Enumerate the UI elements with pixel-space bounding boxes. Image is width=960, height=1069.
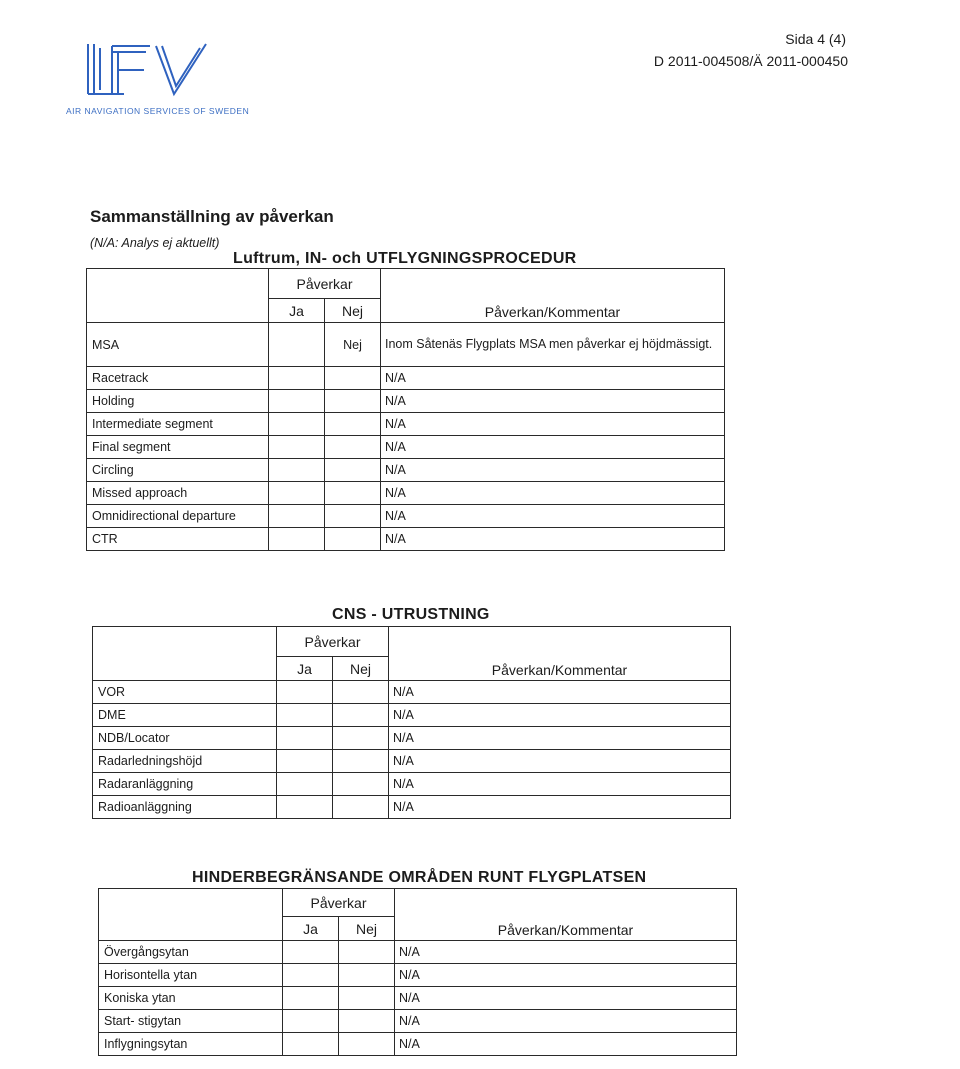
header-affect: Påverkar [283,889,395,917]
table-row [93,796,731,819]
document-title: Sammanställning av påverkan [90,207,334,226]
table-header-row [87,269,725,299]
table-row [87,459,725,482]
row-item: NDB/Locator [93,727,277,750]
row-item: Start- stigytan [99,1010,283,1033]
table-luftrum [86,268,725,551]
row-comment: N/A [395,941,737,964]
row-comment: N/A [381,436,725,459]
row-comment: N/A [381,367,725,390]
row-item: Racetrack [87,367,269,390]
row-nej [339,1010,395,1033]
header-no: Nej [325,299,381,323]
document-number: D 2011-004508/Ä 2011-000450 [653,53,848,69]
header-yes: Ja [277,657,333,681]
header-yes: Ja [283,917,339,941]
row-comment: Inom Såtenäs Flygplats MSA men påverkar ej höjdmässigt. [381,323,725,367]
row-ja [277,750,333,773]
row-comment: N/A [389,750,731,773]
row-comment: N/A [381,528,725,551]
row-item: VOR [93,681,277,704]
row-nej [339,941,395,964]
row-ja [269,390,325,413]
row-ja [277,796,333,819]
section-title-luftrum: Luftrum, IN- och UTFLYGNINGSPROCEDUR [233,250,577,267]
row-comment: N/A [395,1033,737,1056]
row-ja [283,941,339,964]
table-row [87,323,725,367]
row-nej [339,964,395,987]
table-header-row [99,889,737,917]
lfv-logo [66,38,250,116]
row-item: Övergångsytan [99,941,283,964]
row-nej [325,482,381,505]
row-item: MSA [87,323,269,367]
header-comment: Påverkan/Kommentar [381,269,725,323]
row-nej [325,528,381,551]
row-ja [277,727,333,750]
table-row [93,773,731,796]
row-item: CTR [87,528,269,551]
table-row [87,390,725,413]
row-ja [269,482,325,505]
logo-subtitle: AIR NAVIGATION SERVICES OF SWEDEN [66,106,250,116]
row-ja [269,323,325,367]
header-blank-cell [93,627,277,681]
row-comment: N/A [389,681,731,704]
row-item: Omnidirectional departure [87,505,269,528]
row-ja [277,704,333,727]
row-item: Koniska ytan [99,987,283,1010]
table-row [99,964,737,987]
row-item: Inflygningsytan [99,1033,283,1056]
row-nej [339,1033,395,1056]
table-row [87,482,725,505]
row-ja [269,459,325,482]
row-comment: N/A [395,987,737,1010]
table-row [87,367,725,390]
table-header-row [93,627,731,657]
row-nej [325,505,381,528]
row-ja [277,681,333,704]
row-nej [333,796,389,819]
row-nej [325,413,381,436]
header-affect: Påverkar [277,627,389,657]
row-comment: N/A [395,1010,737,1033]
row-ja [269,367,325,390]
row-comment: N/A [381,482,725,505]
table-row [93,681,731,704]
row-nej [333,704,389,727]
table-hinder [98,888,737,1056]
row-ja [269,436,325,459]
row-comment: N/A [389,727,731,750]
row-ja [269,505,325,528]
header-blank-cell [99,889,283,941]
header-affect: Påverkar [269,269,381,299]
row-nej: Nej [325,323,381,367]
row-ja [283,964,339,987]
page-number: Sida 4 (4) [785,31,846,47]
row-nej [333,681,389,704]
row-ja [283,987,339,1010]
table-row [87,436,725,459]
table-row [99,1033,737,1056]
row-comment: N/A [381,505,725,528]
row-nej [333,773,389,796]
table-row [93,727,731,750]
row-nej [325,459,381,482]
document-note: (N/A: Analys ej aktuellt) [90,236,220,250]
row-item: Horisontella ytan [99,964,283,987]
row-ja [283,1033,339,1056]
table-row [93,704,731,727]
header-blank-cell [87,269,269,323]
table-row [87,528,725,551]
row-comment: N/A [381,413,725,436]
row-item: Circling [87,459,269,482]
row-nej [333,750,389,773]
header-comment: Påverkan/Kommentar [389,627,731,681]
row-nej [325,367,381,390]
table-row [99,1010,737,1033]
row-ja [283,1010,339,1033]
header-comment: Påverkan/Kommentar [395,889,737,941]
row-item: Missed approach [87,482,269,505]
row-item: Holding [87,390,269,413]
header-no: Nej [333,657,389,681]
row-comment: N/A [381,390,725,413]
row-nej [339,987,395,1010]
table-row [99,987,737,1010]
row-comment: N/A [389,704,731,727]
row-nej [325,390,381,413]
row-item: Intermediate segment [87,413,269,436]
row-comment: N/A [381,459,725,482]
row-item: DME [93,704,277,727]
row-comment: N/A [395,964,737,987]
section-title-hinder: HINDERBEGRÄNSANDE OMRÅDEN RUNT FLYGPLATSEN [192,869,647,886]
section-title-cns: CNS - UTRUSTNING [332,606,490,623]
lfv-logo-mark [66,38,216,98]
table-row [87,413,725,436]
table-row [93,750,731,773]
header-yes: Ja [269,299,325,323]
row-ja [269,528,325,551]
row-ja [277,773,333,796]
row-comment: N/A [389,773,731,796]
row-ja [269,413,325,436]
table-cns [92,626,731,819]
row-item: Radaranläggning [93,773,277,796]
row-item: Final segment [87,436,269,459]
table-row [87,505,725,528]
row-item: Radioanläggning [93,796,277,819]
row-nej [333,727,389,750]
row-nej [325,436,381,459]
row-item: Radarledningshöjd [93,750,277,773]
header-no: Nej [339,917,395,941]
table-row [99,941,737,964]
row-comment: N/A [389,796,731,819]
